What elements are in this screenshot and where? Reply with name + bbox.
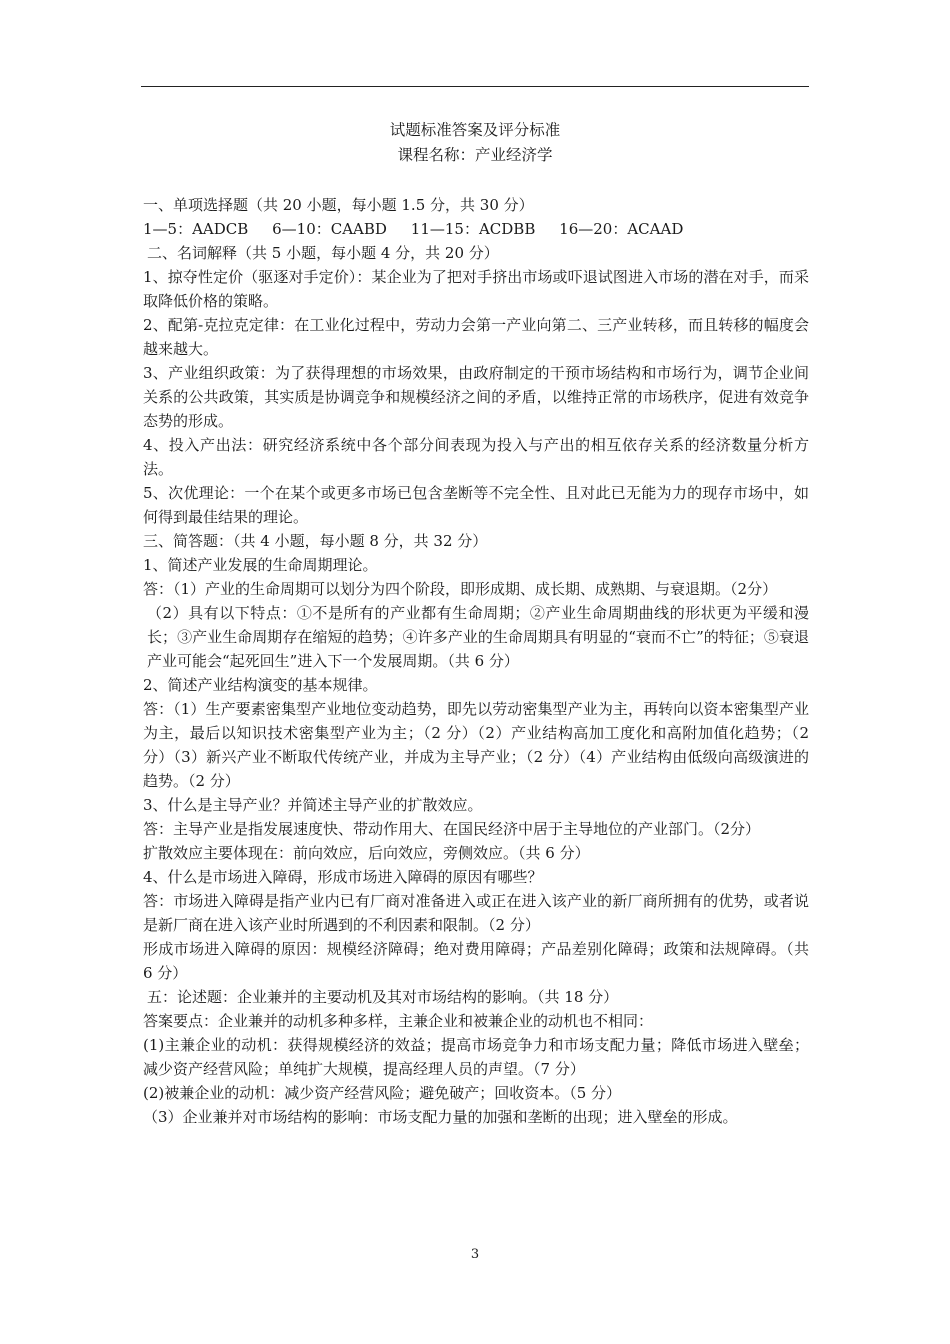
answer-2: 答：（1）生产要素密集型产业地位变动趋势，即先以劳动密集型产业为主，再转向以资本密集型产业为主，最后以知识技术密集型产业为主；（2 分）（2）产业结构高加工度化和高附加值化趋势；（2 分）（3）新兴产业不断取代传统产业，并成为主导产业；（2 分）（4）产业结构由低级向高级演进的趋势。（2 分） xyxy=(143,700,809,790)
answer-4-part1: 答：市场进入障碍是指产业内已有厂商对准备进入或正在进入该产业的新厂商所拥有的优势，或者说是新厂商在进入该产业时所遇到的不利因素和限制。（2 分） xyxy=(143,892,809,934)
term-item: 2、配第-克拉克定律：在工业化过程中，劳动力会第一产业向第二、三产业转移，而且转移的幅度会越来越大。 xyxy=(143,316,809,358)
question-4: 4、什么是市场进入障碍，形成市场进入障碍的原因有哪些？ xyxy=(143,868,543,886)
answer-1-part2: （2）具有以下特点：①不是所有的产业都有生命周期；②产业生命周期曲线的形状更为平缓和漫长；③产业生命周期存在缩短的趋势；④许多产业的生命周期具有明显的“衰而不亡”的特征；⑤衰退产业可能会“起死回生”进入下一个发展周期。（共 6 分） xyxy=(147,604,809,670)
term-item: 3、产业组织政策：为了获得理想的市场效果，由政府制定的干预市场结构和市场行为，调节企业间关系的公共政策，其实质是协调竞争和规模经济之间的矛盾，以维持正常的市场秩序，促进有效竞争态势的形成。 xyxy=(143,364,809,430)
question-1: 1、简述产业发展的生命周期理论。 xyxy=(143,556,378,574)
answer-1-part1: 答：（1）产业的生命周期可以划分为四个阶段，即形成期、成长期、成熟期、与衰退期。（2分） xyxy=(143,580,778,598)
essay-intro: 答案要点：企业兼并的动机多种多样，主兼企业和被兼企业的动机也不相同： xyxy=(143,1012,654,1030)
essay-point-3: （3）企业兼并对市场结构的影响：市场支配力量的加强和垄断的出现；进入壁垒的形成。 xyxy=(143,1108,738,1126)
page-number: 3 xyxy=(470,1247,480,1262)
section1-heading: 一、单项选择题（共 20 小题，每小题 1.5 分，共 30 分） xyxy=(143,196,534,214)
term-item: 4、投入产出法：研究经济系统中各个部分间表现为投入与产出的相互依存关系的经济数量分析方法。 xyxy=(143,436,809,478)
header-rule xyxy=(141,86,809,87)
question-3: 3、什么是主导产业？并简述主导产业的扩散效应。 xyxy=(143,796,483,814)
answer-3-part2: 扩散效应主要体现在：前向效应，后向效应，旁侧效应。（共 6 分） xyxy=(143,844,590,862)
course-name: 课程名称：产业经济学 xyxy=(397,146,553,164)
term-item: 1、掠夺性定价（驱逐对手定价）：某企业为了把对手挤出市场或吓退试图进入市场的潜在对手，而采取降低价格的策略。 xyxy=(143,268,809,310)
answer-content xyxy=(143,193,809,1129)
answer-3-part1: 答：主导产业是指发展速度快、带动作用大、在国民经济中居于主导地位的产业部门。（2分） xyxy=(143,820,761,838)
section5-heading: 五：论述题：企业兼并的主要动机及其对市场结构的影响。（共 18 分） xyxy=(147,988,619,1006)
term-item: 5、次优理论：一个在某个或更多市场已包含垄断等不完全性、且对此已无能为力的现存市场中，如何得到最佳结果的理论。 xyxy=(143,484,809,526)
mcq-answers: 1—5：AADCB 6—10：CAABD 11—15：ACDBB 16—20：ACAAD xyxy=(143,220,684,238)
section2-heading: 二、名词解释（共 5 小题，每小题 4 分，共 20 分） xyxy=(147,244,499,262)
document-title: 试题标准答案及评分标准 xyxy=(389,121,561,139)
answer-4-part2: 形成市场进入障碍的原因：规模经济障碍；绝对费用障碍；产品差别化障碍；政策和法规障碍。（共 6 分） xyxy=(143,940,809,982)
question-2: 2、简述产业结构演变的基本规律。 xyxy=(143,676,378,694)
essay-point-1: (1)主兼企业的动机：获得规模经济的效益；提高市场竞争力和市场支配力量；降低市场进入壁垒；减少资产经营风险；单纯扩大规模，提高经理人员的声望。（7 分） xyxy=(143,1036,809,1078)
section3-heading: 三、简答题：（共 4 小题，每小题 8 分，共 32 分） xyxy=(143,532,488,550)
essay-point-2: (2)被兼企业的动机：减少资产经营风险；避免破产；回收资本。（5 分） xyxy=(143,1084,622,1102)
